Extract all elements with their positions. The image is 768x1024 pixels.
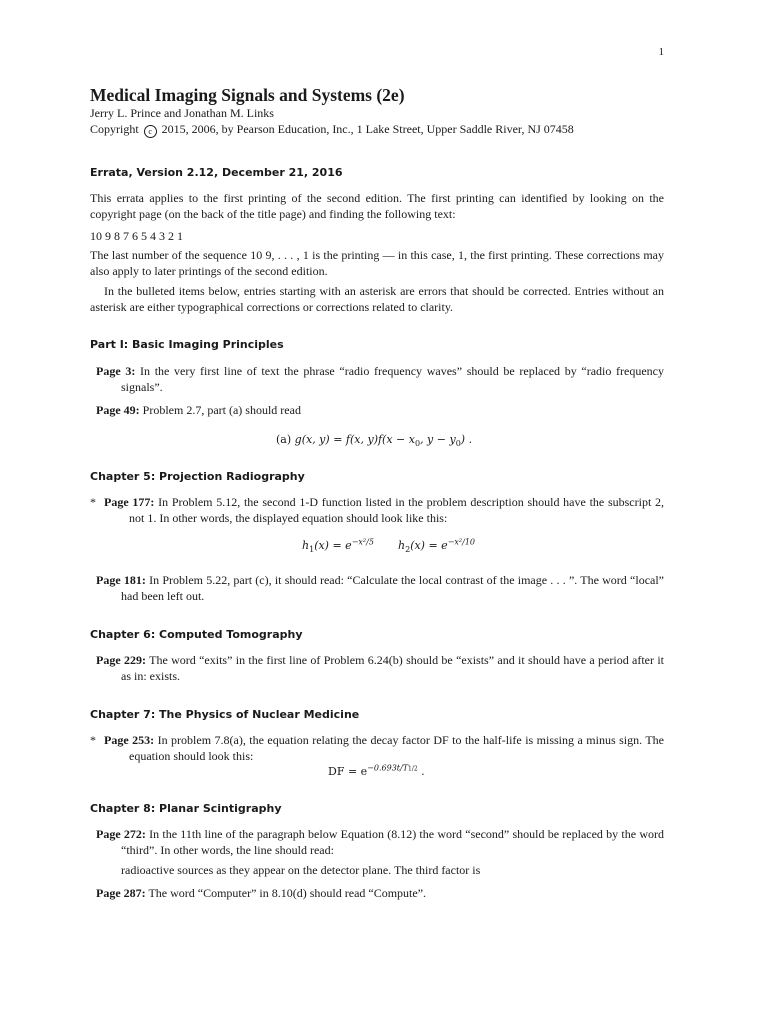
entry-page-ref: Page 229:	[96, 653, 146, 667]
section-heading-chapter-6: Chapter 6: Computed Tomography	[90, 628, 303, 641]
section-heading-chapter-8: Chapter 8: Planar Scintigraphy	[90, 802, 282, 815]
errata-entry-page-181	[96, 572, 664, 604]
copyright-line	[90, 121, 574, 138]
section-heading-chapter-7: Chapter 7: The Physics of Nuclear Medicine	[90, 708, 360, 721]
printing-sequence: 10 9 8 7 6 5 4 3 2 1	[90, 229, 183, 243]
equation-problem-2-7: (a) g(x, y) = f(x, $y)f(x - x_0$, $y - y_0$) .	[276, 433, 473, 449]
asterisk-marker: *	[90, 495, 96, 509]
errata-heading: Errata, Version 2.12, December 21, 2016	[90, 166, 343, 179]
copyright-label: Copyright	[90, 122, 139, 136]
entry-page-ref: Page 49:	[96, 403, 140, 417]
entry-page-ref: Page 287:	[96, 886, 146, 900]
entry-page-ref: Page 3:	[96, 364, 136, 378]
errata-entry-page-272	[96, 826, 664, 858]
errata-entry-page-177	[104, 494, 664, 526]
entry-page-ref: Page 272:	[96, 827, 146, 841]
errata-entry-page-49	[96, 402, 664, 418]
section-heading-part-1: Part I: Basic Imaging Principles	[90, 338, 284, 351]
entry-text: The word “exits” in the first line of Problem 6.24(b) should be “exists” and it should have a period after it as in: exists.	[121, 653, 665, 683]
entry-text: Problem 2.7, part (a) should read	[142, 403, 301, 417]
entry-text: In the 11th line of the paragraph below Equation (8.12) the word “second” should be replaced by the word “third”. In other words, the line should read:	[121, 827, 664, 857]
errata-entry-page-3	[96, 363, 664, 395]
entry-text: In the very first line of text the phrase “radio frequency waves” should be replaced by “radio frequency signals”.	[121, 364, 665, 394]
section-heading-chapter-5: Chapter 5: Projection Radiography	[90, 470, 305, 483]
intro-paragraph-1: This errata applies to the first printing of the second edition. The first printing can identified by looking on the copyright page (on the back of the title page) and finding the following text:	[90, 191, 664, 221]
equation-h1: $h_1(x) = e^{-x^2/5}$	[302, 537, 374, 555]
entry-text: In Problem 5.22, part (c), it should read: “Calculate the local contrast of the image . . . ”. The word “local” had been left out.	[121, 573, 665, 603]
entry-text: In problem 7.8(a), the equation relating the decay factor DF to the half-life is missing a minus sign. The equation should look this:	[129, 733, 664, 763]
entry-page-ref: Page 253:	[104, 733, 155, 747]
equation-decay-factor: DF = $e^{-0.693t/T1/2}$ .	[328, 763, 425, 778]
corrected-line-quote: radioactive sources as they appear on the detector plane. The third factor is	[121, 863, 481, 877]
entry-text: In Problem 5.12, the second 1-D function listed in the problem description should have the subscript 2, not 1. In other words, the displayed equation should look like this:	[129, 495, 665, 525]
document-title: Medical Imaging Signals and Systems (2e)	[90, 85, 405, 105]
intro-paragraph-2: The last number of the sequence 10 9, . . . , 1 is the printing — in this case, 1, the first printing. These corrections may also apply to later printings of the second edition.	[90, 248, 664, 278]
entry-page-ref: Page 181:	[96, 573, 146, 587]
errata-entry-page-253	[104, 732, 664, 764]
entry-text: The word “Computer” in 8.10(d) should read “Compute”.	[148, 886, 427, 900]
entry-page-ref: Page 177:	[104, 495, 155, 509]
authors-line: Jerry L. Prince and Jonathan M. Links	[90, 106, 274, 120]
errata-entry-page-229	[96, 652, 664, 684]
copyright-icon: c	[144, 125, 157, 138]
asterisk-marker: *	[90, 733, 96, 747]
page-number: 1	[658, 46, 664, 58]
copyright-text: 2015, 2006, by Pearson Education, Inc., 1 Lake Street, Upper Saddle River, NJ 07458	[161, 122, 574, 136]
intro-paragraph-3: In the bulleted items below, entries starting with an asterisk are errors that should be corrected. Entries without an asterisk are either typographical corrections or corrections related to clarity.	[90, 284, 664, 314]
errata-entry-page-287	[96, 885, 664, 901]
equation-h2: $h_2(x) = e^{-x^2/10}$	[398, 537, 475, 555]
